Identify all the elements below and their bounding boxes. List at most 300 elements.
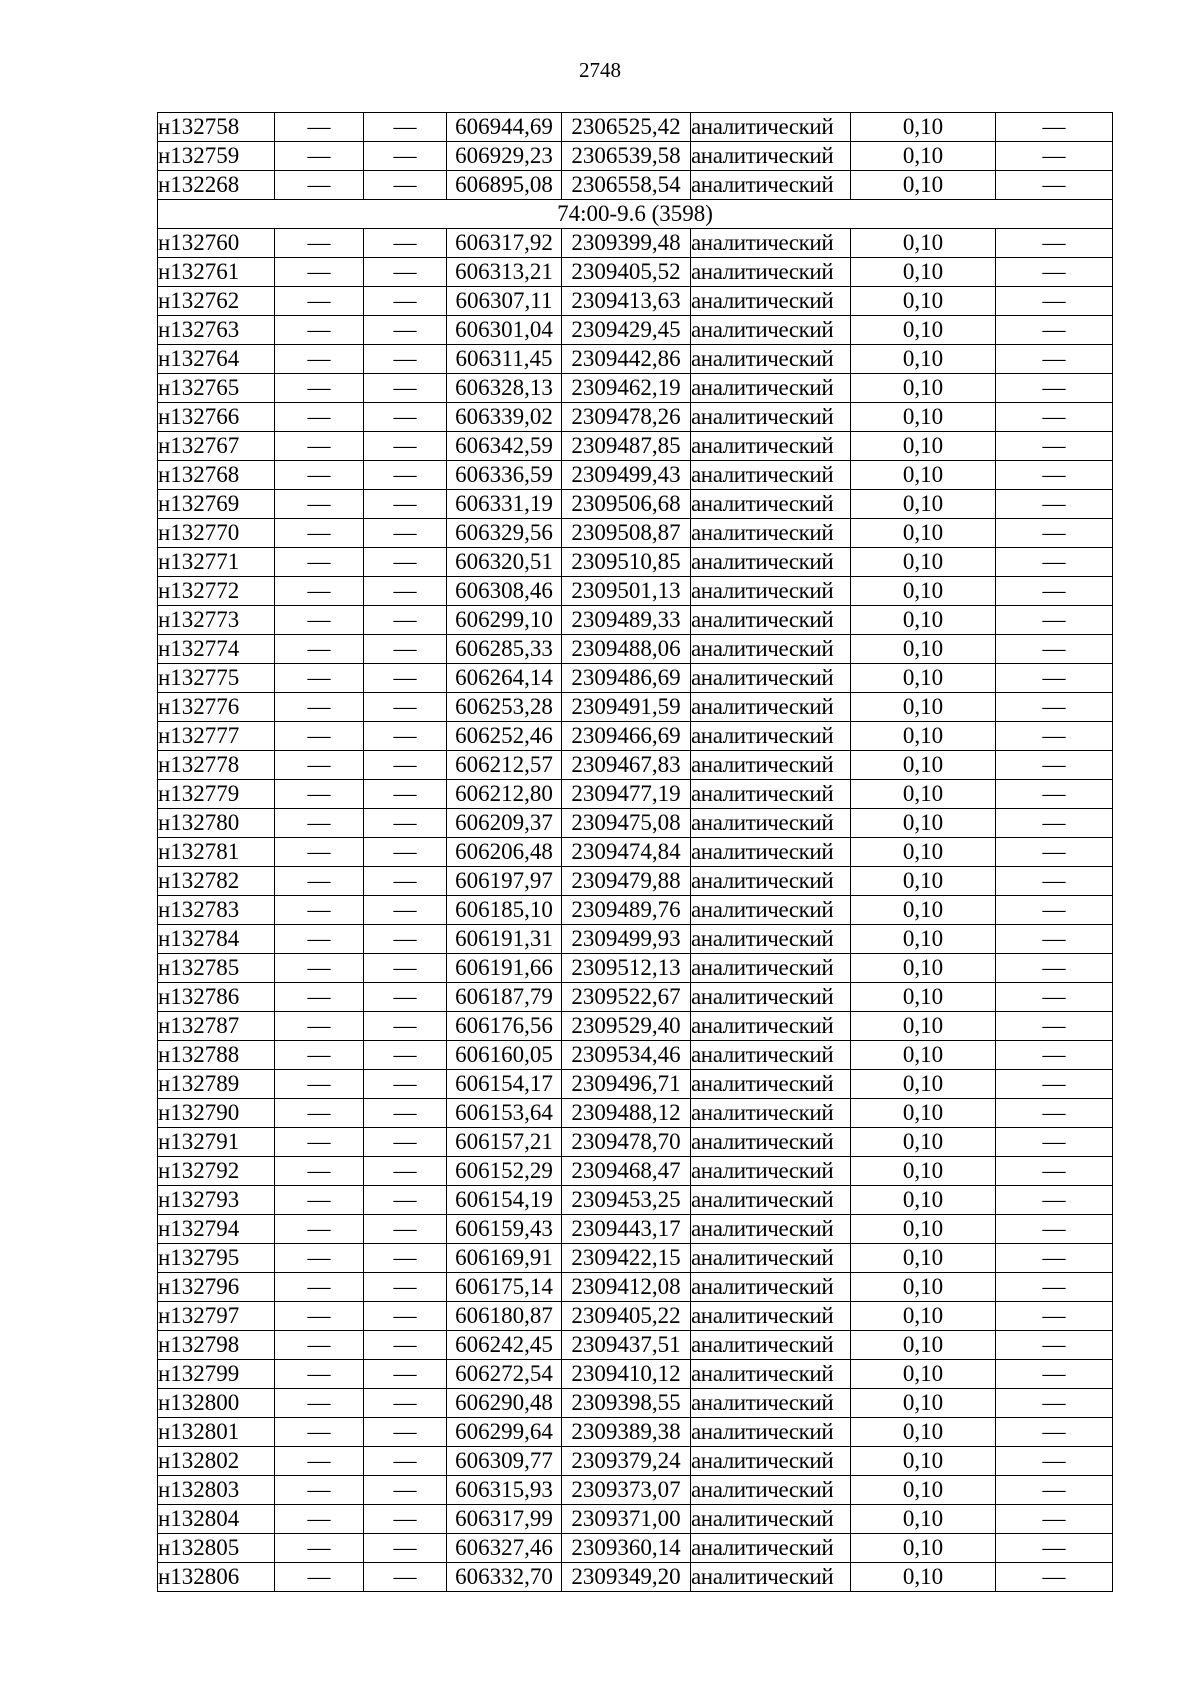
dash-cell: — [996,693,1113,722]
y-coordinate-cell: 2309478,26 [562,403,691,432]
method-cell: аналитический [691,171,851,200]
table-row [158,1447,1113,1476]
dash-cell: — [996,896,1113,925]
dash-cell: — [364,171,447,200]
x-coordinate-cell: 606154,17 [447,1070,562,1099]
dash-cell: — [996,577,1113,606]
x-coordinate-cell: 606308,46 [447,577,562,606]
y-coordinate-cell: 2309489,76 [562,896,691,925]
table-row [158,432,1113,461]
accuracy-cell: 0,10 [851,1447,996,1476]
y-coordinate-cell: 2309468,47 [562,1157,691,1186]
dash-cell: — [364,722,447,751]
dash-cell: — [275,1476,364,1505]
y-coordinate-cell: 2309467,83 [562,751,691,780]
point-number-cell: н132795 [158,1244,275,1273]
accuracy-cell: 0,10 [851,664,996,693]
dash-cell: — [275,606,364,635]
accuracy-cell: 0,10 [851,1012,996,1041]
table-row [158,490,1113,519]
y-coordinate-cell: 2309488,12 [562,1099,691,1128]
y-coordinate-cell: 2309410,12 [562,1360,691,1389]
dash-cell: — [996,229,1113,258]
accuracy-cell: 0,10 [851,287,996,316]
point-number-cell: н132799 [158,1360,275,1389]
dash-cell: — [275,548,364,577]
table-row [158,1099,1113,1128]
dash-cell: — [996,722,1113,751]
dash-cell: — [364,809,447,838]
x-coordinate-cell: 606290,48 [447,1389,562,1418]
dash-cell: — [364,1360,447,1389]
x-coordinate-cell: 606175,14 [447,1273,562,1302]
y-coordinate-cell: 2309486,69 [562,664,691,693]
dash-cell: — [996,258,1113,287]
point-number-cell: н132800 [158,1389,275,1418]
dash-cell: — [364,867,447,896]
table-row [158,1273,1113,1302]
table-row [158,809,1113,838]
y-coordinate-cell: 2306539,58 [562,142,691,171]
accuracy-cell: 0,10 [851,258,996,287]
table-row [158,1418,1113,1447]
x-coordinate-cell: 606313,21 [447,258,562,287]
table-row [158,1476,1113,1505]
dash-cell: — [996,1534,1113,1563]
accuracy-cell: 0,10 [851,1389,996,1418]
method-cell: аналитический [691,519,851,548]
method-cell: аналитический [691,432,851,461]
accuracy-cell: 0,10 [851,1244,996,1273]
method-cell: аналитический [691,1186,851,1215]
dash-cell: — [275,1012,364,1041]
point-number-cell: н132760 [158,229,275,258]
x-coordinate-cell: 606212,57 [447,751,562,780]
x-coordinate-cell: 606159,43 [447,1215,562,1244]
accuracy-cell: 0,10 [851,809,996,838]
point-number-cell: н132781 [158,838,275,867]
dash-cell: — [996,1157,1113,1186]
table-row [158,983,1113,1012]
y-coordinate-cell: 2309466,69 [562,722,691,751]
method-cell: аналитический [691,1447,851,1476]
point-number-cell: н132801 [158,1418,275,1447]
x-coordinate-cell: 606169,91 [447,1244,562,1273]
method-cell: аналитический [691,258,851,287]
dash-cell: — [275,1505,364,1534]
x-coordinate-cell: 606329,56 [447,519,562,548]
point-number-cell: н132778 [158,751,275,780]
y-coordinate-cell: 2309405,22 [562,1302,691,1331]
accuracy-cell: 0,10 [851,1186,996,1215]
dash-cell: — [996,635,1113,664]
point-number-cell: н132762 [158,287,275,316]
x-coordinate-cell: 606153,64 [447,1099,562,1128]
accuracy-cell: 0,10 [851,1418,996,1447]
dash-cell: — [364,1476,447,1505]
dash-cell: — [364,258,447,287]
x-coordinate-cell: 606317,92 [447,229,562,258]
y-coordinate-cell: 2309413,63 [562,287,691,316]
accuracy-cell: 0,10 [851,780,996,809]
accuracy-cell: 0,10 [851,403,996,432]
method-cell: аналитический [691,1563,851,1592]
point-number-cell: н132806 [158,1563,275,1592]
dash-cell: — [275,432,364,461]
dash-cell: — [364,838,447,867]
dash-cell: — [364,287,447,316]
accuracy-cell: 0,10 [851,374,996,403]
method-cell: аналитический [691,1505,851,1534]
dash-cell: — [275,113,364,142]
dash-cell: — [996,113,1113,142]
x-coordinate-cell: 606206,48 [447,838,562,867]
method-cell: аналитический [691,1244,851,1273]
method-cell: аналитический [691,1273,851,1302]
y-coordinate-cell: 2309522,67 [562,983,691,1012]
method-cell: аналитический [691,1128,851,1157]
dash-cell: — [364,693,447,722]
method-cell: аналитический [691,1476,851,1505]
accuracy-cell: 0,10 [851,635,996,664]
table-row [158,171,1113,200]
x-coordinate-cell: 606264,14 [447,664,562,693]
x-coordinate-cell: 606209,37 [447,809,562,838]
method-cell: аналитический [691,287,851,316]
accuracy-cell: 0,10 [851,1041,996,1070]
accuracy-cell: 0,10 [851,1360,996,1389]
dash-cell: — [996,519,1113,548]
table-row [158,229,1113,258]
point-number-cell: н132786 [158,983,275,1012]
table-row [158,606,1113,635]
accuracy-cell: 0,10 [851,548,996,577]
x-coordinate-cell: 606197,97 [447,867,562,896]
accuracy-cell: 0,10 [851,1534,996,1563]
dash-cell: — [996,1273,1113,1302]
dash-cell: — [996,780,1113,809]
x-coordinate-cell: 606929,23 [447,142,562,171]
y-coordinate-cell: 2309443,17 [562,1215,691,1244]
point-number-cell: н132783 [158,896,275,925]
method-cell: аналитический [691,867,851,896]
point-number-cell: н132772 [158,577,275,606]
method-cell: аналитический [691,1099,851,1128]
dash-cell: — [364,1563,447,1592]
y-coordinate-cell: 2309453,25 [562,1186,691,1215]
accuracy-cell: 0,10 [851,867,996,896]
x-coordinate-cell: 606157,21 [447,1128,562,1157]
dash-cell: — [364,1331,447,1360]
table-row [158,954,1113,983]
section-heading: 74:00-9.6 (3598) [158,200,1113,229]
y-coordinate-cell: 2309462,19 [562,374,691,403]
dash-cell: — [364,1505,447,1534]
accuracy-cell: 0,10 [851,113,996,142]
accuracy-cell: 0,10 [851,1331,996,1360]
dash-cell: — [364,780,447,809]
table-row [158,780,1113,809]
dash-cell: — [275,1302,364,1331]
x-coordinate-cell: 606895,08 [447,171,562,200]
dash-cell: — [996,664,1113,693]
method-cell: аналитический [691,606,851,635]
table-row [158,316,1113,345]
x-coordinate-cell: 606315,93 [447,1476,562,1505]
point-number-cell: н132787 [158,1012,275,1041]
coordinates-table [157,112,1113,1592]
x-coordinate-cell: 606299,10 [447,606,562,635]
accuracy-cell: 0,10 [851,1505,996,1534]
dash-cell: — [996,1476,1113,1505]
table-row [158,345,1113,374]
x-coordinate-cell: 606328,13 [447,374,562,403]
dash-cell: — [275,954,364,983]
dash-cell: — [364,1128,447,1157]
dash-cell: — [996,1360,1113,1389]
dash-cell: — [275,287,364,316]
x-coordinate-cell: 606336,59 [447,461,562,490]
method-cell: аналитический [691,577,851,606]
accuracy-cell: 0,10 [851,461,996,490]
accuracy-cell: 0,10 [851,1302,996,1331]
x-coordinate-cell: 606339,02 [447,403,562,432]
table-row [158,1534,1113,1563]
accuracy-cell: 0,10 [851,1128,996,1157]
dash-cell: — [364,1244,447,1273]
table-row [158,258,1113,287]
x-coordinate-cell: 606299,64 [447,1418,562,1447]
method-cell: аналитический [691,983,851,1012]
accuracy-cell: 0,10 [851,606,996,635]
dash-cell: — [275,1418,364,1447]
dash-cell: — [364,896,447,925]
point-number-cell: н132759 [158,142,275,171]
method-cell: аналитический [691,403,851,432]
dash-cell: — [275,896,364,925]
table-row [158,142,1113,171]
dash-cell: — [364,1215,447,1244]
section-row [158,200,1113,229]
accuracy-cell: 0,10 [851,142,996,171]
table-row [158,1186,1113,1215]
dash-cell: — [996,316,1113,345]
dash-cell: — [275,577,364,606]
dash-cell: — [364,316,447,345]
y-coordinate-cell: 2309379,24 [562,1447,691,1476]
dash-cell: — [364,229,447,258]
y-coordinate-cell: 2309496,71 [562,1070,691,1099]
accuracy-cell: 0,10 [851,1476,996,1505]
table-row [158,896,1113,925]
point-number-cell: н132773 [158,606,275,635]
accuracy-cell: 0,10 [851,1070,996,1099]
dash-cell: — [364,1389,447,1418]
table-row [158,1012,1113,1041]
point-number-cell: н132790 [158,1099,275,1128]
table-row [158,867,1113,896]
accuracy-cell: 0,10 [851,722,996,751]
dash-cell: — [364,1012,447,1041]
x-coordinate-cell: 606176,56 [447,1012,562,1041]
dash-cell: — [364,954,447,983]
dash-cell: — [364,1070,447,1099]
y-coordinate-cell: 2309477,19 [562,780,691,809]
accuracy-cell: 0,10 [851,1563,996,1592]
dash-cell: — [996,1070,1113,1099]
point-number-cell: н132788 [158,1041,275,1070]
table-row [158,1215,1113,1244]
x-coordinate-cell: 606252,46 [447,722,562,751]
point-number-cell: н132764 [158,345,275,374]
x-coordinate-cell: 606317,99 [447,1505,562,1534]
point-number-cell: н132768 [158,461,275,490]
dash-cell: — [996,1186,1113,1215]
x-coordinate-cell: 606191,66 [447,954,562,983]
y-coordinate-cell: 2309442,86 [562,345,691,374]
y-coordinate-cell: 2309371,00 [562,1505,691,1534]
dash-cell: — [996,1563,1113,1592]
y-coordinate-cell: 2309405,52 [562,258,691,287]
accuracy-cell: 0,10 [851,432,996,461]
x-coordinate-cell: 606187,79 [447,983,562,1012]
method-cell: аналитический [691,1418,851,1447]
dash-cell: — [996,925,1113,954]
table-row [158,693,1113,722]
point-number-cell: н132791 [158,1128,275,1157]
point-number-cell: н132767 [158,432,275,461]
dash-cell: — [275,461,364,490]
x-coordinate-cell: 606152,29 [447,1157,562,1186]
dash-cell: — [364,1157,447,1186]
method-cell: аналитический [691,896,851,925]
dash-cell: — [364,548,447,577]
dash-cell: — [996,490,1113,519]
table-body [158,113,1113,1592]
accuracy-cell: 0,10 [851,1273,996,1302]
dash-cell: — [275,258,364,287]
x-coordinate-cell: 606180,87 [447,1302,562,1331]
dash-cell: — [275,983,364,1012]
y-coordinate-cell: 2309488,06 [562,635,691,664]
y-coordinate-cell: 2309491,59 [562,693,691,722]
dash-cell: — [364,606,447,635]
table-row [158,519,1113,548]
point-number-cell: н132779 [158,780,275,809]
dash-cell: — [996,809,1113,838]
dash-cell: — [996,403,1113,432]
point-number-cell: н132792 [158,1157,275,1186]
accuracy-cell: 0,10 [851,751,996,780]
dash-cell: — [275,345,364,374]
y-coordinate-cell: 2309510,85 [562,548,691,577]
dash-cell: — [275,722,364,751]
accuracy-cell: 0,10 [851,519,996,548]
dash-cell: — [996,461,1113,490]
accuracy-cell: 0,10 [851,1099,996,1128]
dash-cell: — [275,693,364,722]
table-row [158,925,1113,954]
method-cell: аналитический [691,838,851,867]
point-number-cell: н132761 [158,258,275,287]
dash-cell: — [275,1389,364,1418]
table-row [158,374,1113,403]
dash-cell: — [364,1418,447,1447]
method-cell: аналитический [691,635,851,664]
dash-cell: — [275,867,364,896]
point-number-cell: н132804 [158,1505,275,1534]
dash-cell: — [275,809,364,838]
method-cell: аналитический [691,1389,851,1418]
method-cell: аналитический [691,693,851,722]
table-row [158,1505,1113,1534]
x-coordinate-cell: 606285,33 [447,635,562,664]
point-number-cell: н132785 [158,954,275,983]
table-row [158,287,1113,316]
table-row [158,664,1113,693]
table-row [158,1244,1113,1273]
point-number-cell: н132793 [158,1186,275,1215]
y-coordinate-cell: 2309512,13 [562,954,691,983]
dash-cell: — [364,577,447,606]
dash-cell: — [275,1331,364,1360]
dash-cell: — [364,664,447,693]
dash-cell: — [996,142,1113,171]
dash-cell: — [364,490,447,519]
dash-cell: — [275,1244,364,1273]
y-coordinate-cell: 2306558,54 [562,171,691,200]
dash-cell: — [996,1244,1113,1273]
dash-cell: — [364,461,447,490]
accuracy-cell: 0,10 [851,925,996,954]
dash-cell: — [275,1563,364,1592]
y-coordinate-cell: 2309437,51 [562,1331,691,1360]
table-row [158,1128,1113,1157]
x-coordinate-cell: 606301,04 [447,316,562,345]
dash-cell: — [364,925,447,954]
dash-cell: — [996,171,1113,200]
method-cell: аналитический [691,751,851,780]
accuracy-cell: 0,10 [851,983,996,1012]
accuracy-cell: 0,10 [851,229,996,258]
y-coordinate-cell: 2309499,93 [562,925,691,954]
dash-cell: — [275,780,364,809]
table-row [158,722,1113,751]
table-row [158,403,1113,432]
dash-cell: — [275,229,364,258]
dash-cell: — [364,1534,447,1563]
accuracy-cell: 0,10 [851,693,996,722]
y-coordinate-cell: 2309478,70 [562,1128,691,1157]
y-coordinate-cell: 2309412,08 [562,1273,691,1302]
y-coordinate-cell: 2309398,55 [562,1389,691,1418]
x-coordinate-cell: 606311,45 [447,345,562,374]
method-cell: аналитический [691,548,851,577]
method-cell: аналитический [691,1331,851,1360]
x-coordinate-cell: 606944,69 [447,113,562,142]
dash-cell: — [364,1273,447,1302]
dash-cell: — [996,606,1113,635]
dash-cell: — [275,171,364,200]
method-cell: аналитический [691,1534,851,1563]
method-cell: аналитический [691,954,851,983]
y-coordinate-cell: 2309389,38 [562,1418,691,1447]
y-coordinate-cell: 2309479,88 [562,867,691,896]
point-number-cell: н132803 [158,1476,275,1505]
method-cell: аналитический [691,780,851,809]
point-number-cell: н132771 [158,548,275,577]
y-coordinate-cell: 2309474,84 [562,838,691,867]
